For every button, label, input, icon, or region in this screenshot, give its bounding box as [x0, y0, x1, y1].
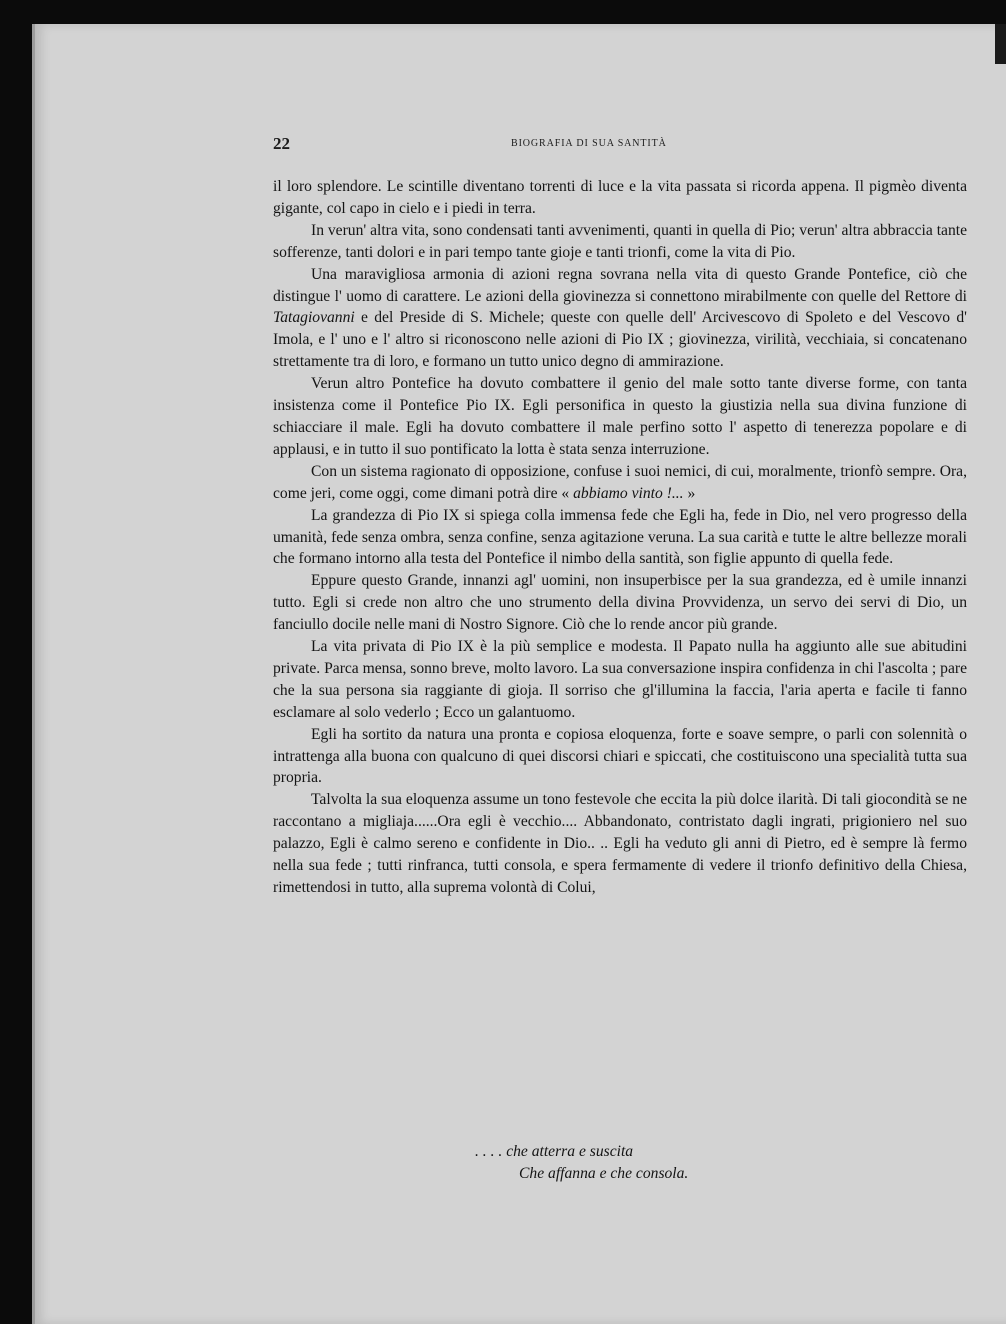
paragraph-3-text-a: Una maravigliosa armonia di azioni regna sovrana nella vita di questo Grande Pontefice, ciò che distingue l' uomo di carattere. Le azioni della giovinezza si connettono mirabilmente con quelle del Rettore di: [273, 265, 967, 305]
paragraph-1: il loro splendore. Le scintille diventano torrenti di luce e la vita passata si ricorda appena. Il pigmèo diventa gigante, col capo in cielo e i piedi in terra.: [273, 178, 967, 217]
page-header: [273, 134, 743, 158]
page-number: 22: [273, 134, 290, 153]
paragraph-5-text-b: »: [683, 484, 696, 502]
paragraph-3: [273, 264, 967, 374]
paragraph-5: [273, 461, 967, 505]
paragraph-6: La grandezza di Pio IX si spiega colla immensa fede che Egli ha, fede in Dio, nel vero progresso della umanità, fede senza ombra, senza confine, senza agitazione veruna. La sua carità e tutte le altre bellezze morali che formano intorno alla testa del Pontefice il nimbo della santità, son figlie appunto di quella fede.: [273, 506, 967, 568]
paragraph-10: Talvolta la sua eloquenza assume un tono festevole che eccita la più dolce ilarità. Di tali giocondità se ne raccontano a migliaja......Ora egli è vecchio.... Abbandonato, contristato dagli ingrati, prigioniero nel suo palazzo, Egli è calmo sereno e confidente in Dio.. .. Egli ha veduto gli anni di Pietro, ed è sempre là fermo nella sua fede ; tutti rinfranca, tutti consola, e spera fermamente di vedere il trionfo definitivo della Chiesa, rimettendosi in tutto, alla suprema volontà di Colui,: [273, 791, 967, 896]
body-text: [273, 176, 967, 899]
paragraph-8: La vita privata di Pio IX è la più semplice e modesta. Il Papato nulla ha aggiunto alle sue abitudini private. Parca mensa, sonno breve, molto lavoro. La sua conversazione inspira confidenza in chi l'ascolta ; pare che la sua persona sia raggiante di gioja. Il sorriso che gl'illumina la faccia, l'aria aperta e facile ti fanno esclamare al solo vederlo ; Ecco un galantuomo.: [273, 638, 967, 721]
verse-line-2: Che affanna e che consola.: [519, 1165, 689, 1182]
paragraph-3-italic: Tatagiovanni: [273, 309, 355, 327]
paragraph-9: Egli ha sortito da natura una pronta e copiosa eloquenza, forte e soave sempre, o parli con solennità o intrattenga alla buona con qualcuno di quei discorsi chiari e spiccati, che costituiscono una specialità tutta sua propria.: [273, 725, 967, 787]
paragraph-4: Verun altro Pontefice ha dovuto combattere il genio del male sotto tante diverse forme, con tanta insistenza come il Pontefice Pio IX. Egli personifica in questo la giustizia nella sua divina funzione di schiacciare il male. Egli ha dovuto combattere il male perfino sotto l' aspetto di tenerezza popolare e di applausi, e in tutto il suo pontificato la lotta è stata senza interruzione.: [273, 375, 967, 458]
paragraph-5-italic: abbiamo vinto !...: [573, 484, 684, 502]
paragraph-7: Eppure questo Grande, innanzi agl' uomini, non insuperbisce per la sua grandezza, ed è umile innanzi tutto. Egli si crede non altro che uno strumento della divina Provvidenza, un servo dei servi di Dio, un fanciullo docile nelle mani di Nostro Signore. Ciò che lo rende ancor più grande.: [273, 572, 967, 634]
verse-line-1: . . . . che atterra e suscita: [475, 1143, 634, 1160]
paragraph-3-text-b: e del Preside di S. Michele; queste con quelle dell' Arcivescovo di Spoleto e del Vescovo d' Imola, e l' uno e l' altro si riconoscono nelle azioni di Pio IX ; giovinezza, virilità, vecchiaia, si concatenano strettamente tra di loro, e formano un tutto unico degno di ammirazione.: [273, 309, 967, 371]
scan-edge-mark: [995, 24, 1006, 64]
paragraph-2: In verun' altra vita, sono condensati tanti avvenimenti, quanti in quella di Pio; verun' altra abbraccia tante sofferenze, tanti dolori e in pari tempo tante gioje e tanti trionfi, come la vita di Pio.: [273, 221, 968, 261]
paragraph-5-text-a: Con un sistema ragionato di opposizione, confuse i suoi nemici, di cui, moralmente, trionfò sempre. Ora, come jeri, come oggi, come dimani potrà dire «: [273, 462, 967, 502]
book-page: [32, 24, 1006, 1324]
verse-quote: [475, 1141, 688, 1185]
running-title: BIOGRAFIA DI SUA SANTITÀ: [511, 138, 667, 149]
